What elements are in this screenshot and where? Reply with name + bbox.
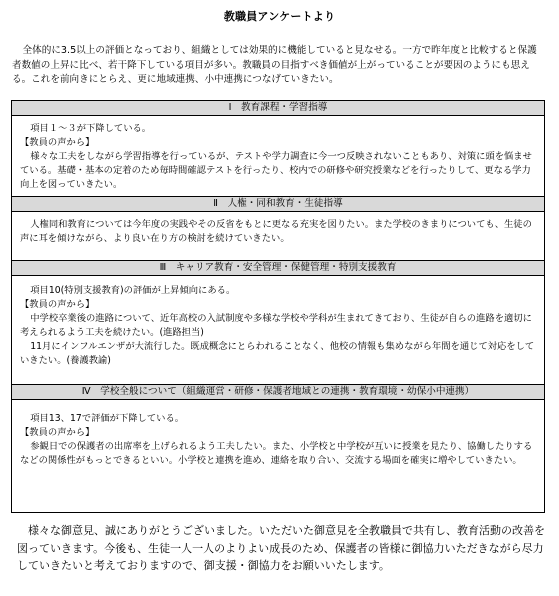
section-heading: Ⅲ キャリア教育・安全管理・保健管理・特別支援教育 — [12, 260, 544, 276]
survey-sections — [11, 100, 545, 513]
section-heading: Ⅳ 学校全般について（組織運営・研修・保護者地域との連携・教育環境・幼保小中連携） — [12, 384, 544, 400]
section-line: 中学校卒業後の進路について、近年高校の入試制度や多様な学校や学科が生まれてきており、生徒が自らの進路を適切に考えられるよう工夫を続けたい。(進路担当) — [20, 313, 532, 338]
section-line: 参観日での保護者の出席率を上げられるよう工夫したい。また、小学校と中学校が互いに授業を見たり、協働したりするなどの関係性がもっとできるといい。小学校と連携を進め、連絡を取り合い、交流する場面を確実に増やしていきたい。 — [20, 441, 533, 466]
section-heading: Ⅱ 人権・同和教育・生徒指導 — [12, 196, 544, 212]
section-line: 【教員の声から】 — [20, 427, 95, 438]
section-heading: Ⅰ 教育課程・学習指導 — [12, 100, 544, 116]
section-line: 11月にインフルエンザが大流行した。既成概念にとらわれることなく、他校の情報も集めながら年間を通じて対応をしていきたい。(養護教諭) — [20, 341, 535, 366]
page-title: 教職員アンケートより — [223, 10, 336, 23]
section-line: 【教員の声から】 — [20, 137, 95, 148]
section-body — [12, 116, 544, 196]
section-body — [12, 212, 544, 260]
section-line: 項目13、17で評価が下降している。 — [30, 413, 185, 424]
section-human-rights — [12, 196, 544, 260]
closing-text: 様々な御意見、誠にありがとうございました。いただいた御意見を全教職員で共有し、教育活動の改善を図っていきます。今後も、生徒一人一人のよりよい成長のため、保護者の皆様に御協力いただきながら尽力していきたいと考えておりますので、御支援・御協力をお願いいたします。 — [17, 524, 545, 572]
section-line: 様々な工夫をしながら学習指導を行っているが、テストや学力調査に今一つ反映されないこともあり、対策に頭を悩ませている。基礎・基本の定着のため毎時間確認テストを行ったり、校内での研修や研究授業などを行ったりして、更なる学力向上を図っていきたい。 — [20, 151, 532, 190]
intro-text: 全体的に3.5以上の評価となっており、組織としては効果的に機能していると見なせる。一方で昨年度と比較すると保護者数値の上昇に比べ、若干降下している項目が多い。教職員の目指すべき価値が上がっていることが要因のようにも思える。これを前向きにとらえ、更に地域連携、小中連携につなげていきたい。 — [12, 45, 537, 85]
section-body — [12, 400, 544, 512]
section-line: 【教員の声から】 — [20, 299, 95, 310]
section-line: 人権同和教育については今年度の実践やその反省をもとに更なる充実を図りたい。また学校のきまりについても、生徒の声に耳を傾けながら、より良い在り方の検討を続けていきたい。 — [20, 219, 532, 244]
closing-message — [17, 522, 547, 575]
section-school-general — [12, 384, 544, 512]
section-line: 項目10(特別支援教育)の評価が上昇傾向にある。 — [30, 285, 236, 296]
section-curriculum — [12, 100, 544, 196]
section-career-safety — [12, 260, 544, 384]
intro-paragraph — [12, 44, 544, 88]
section-body — [12, 276, 544, 384]
section-line: 項目１～３が下降している。 — [30, 123, 152, 134]
